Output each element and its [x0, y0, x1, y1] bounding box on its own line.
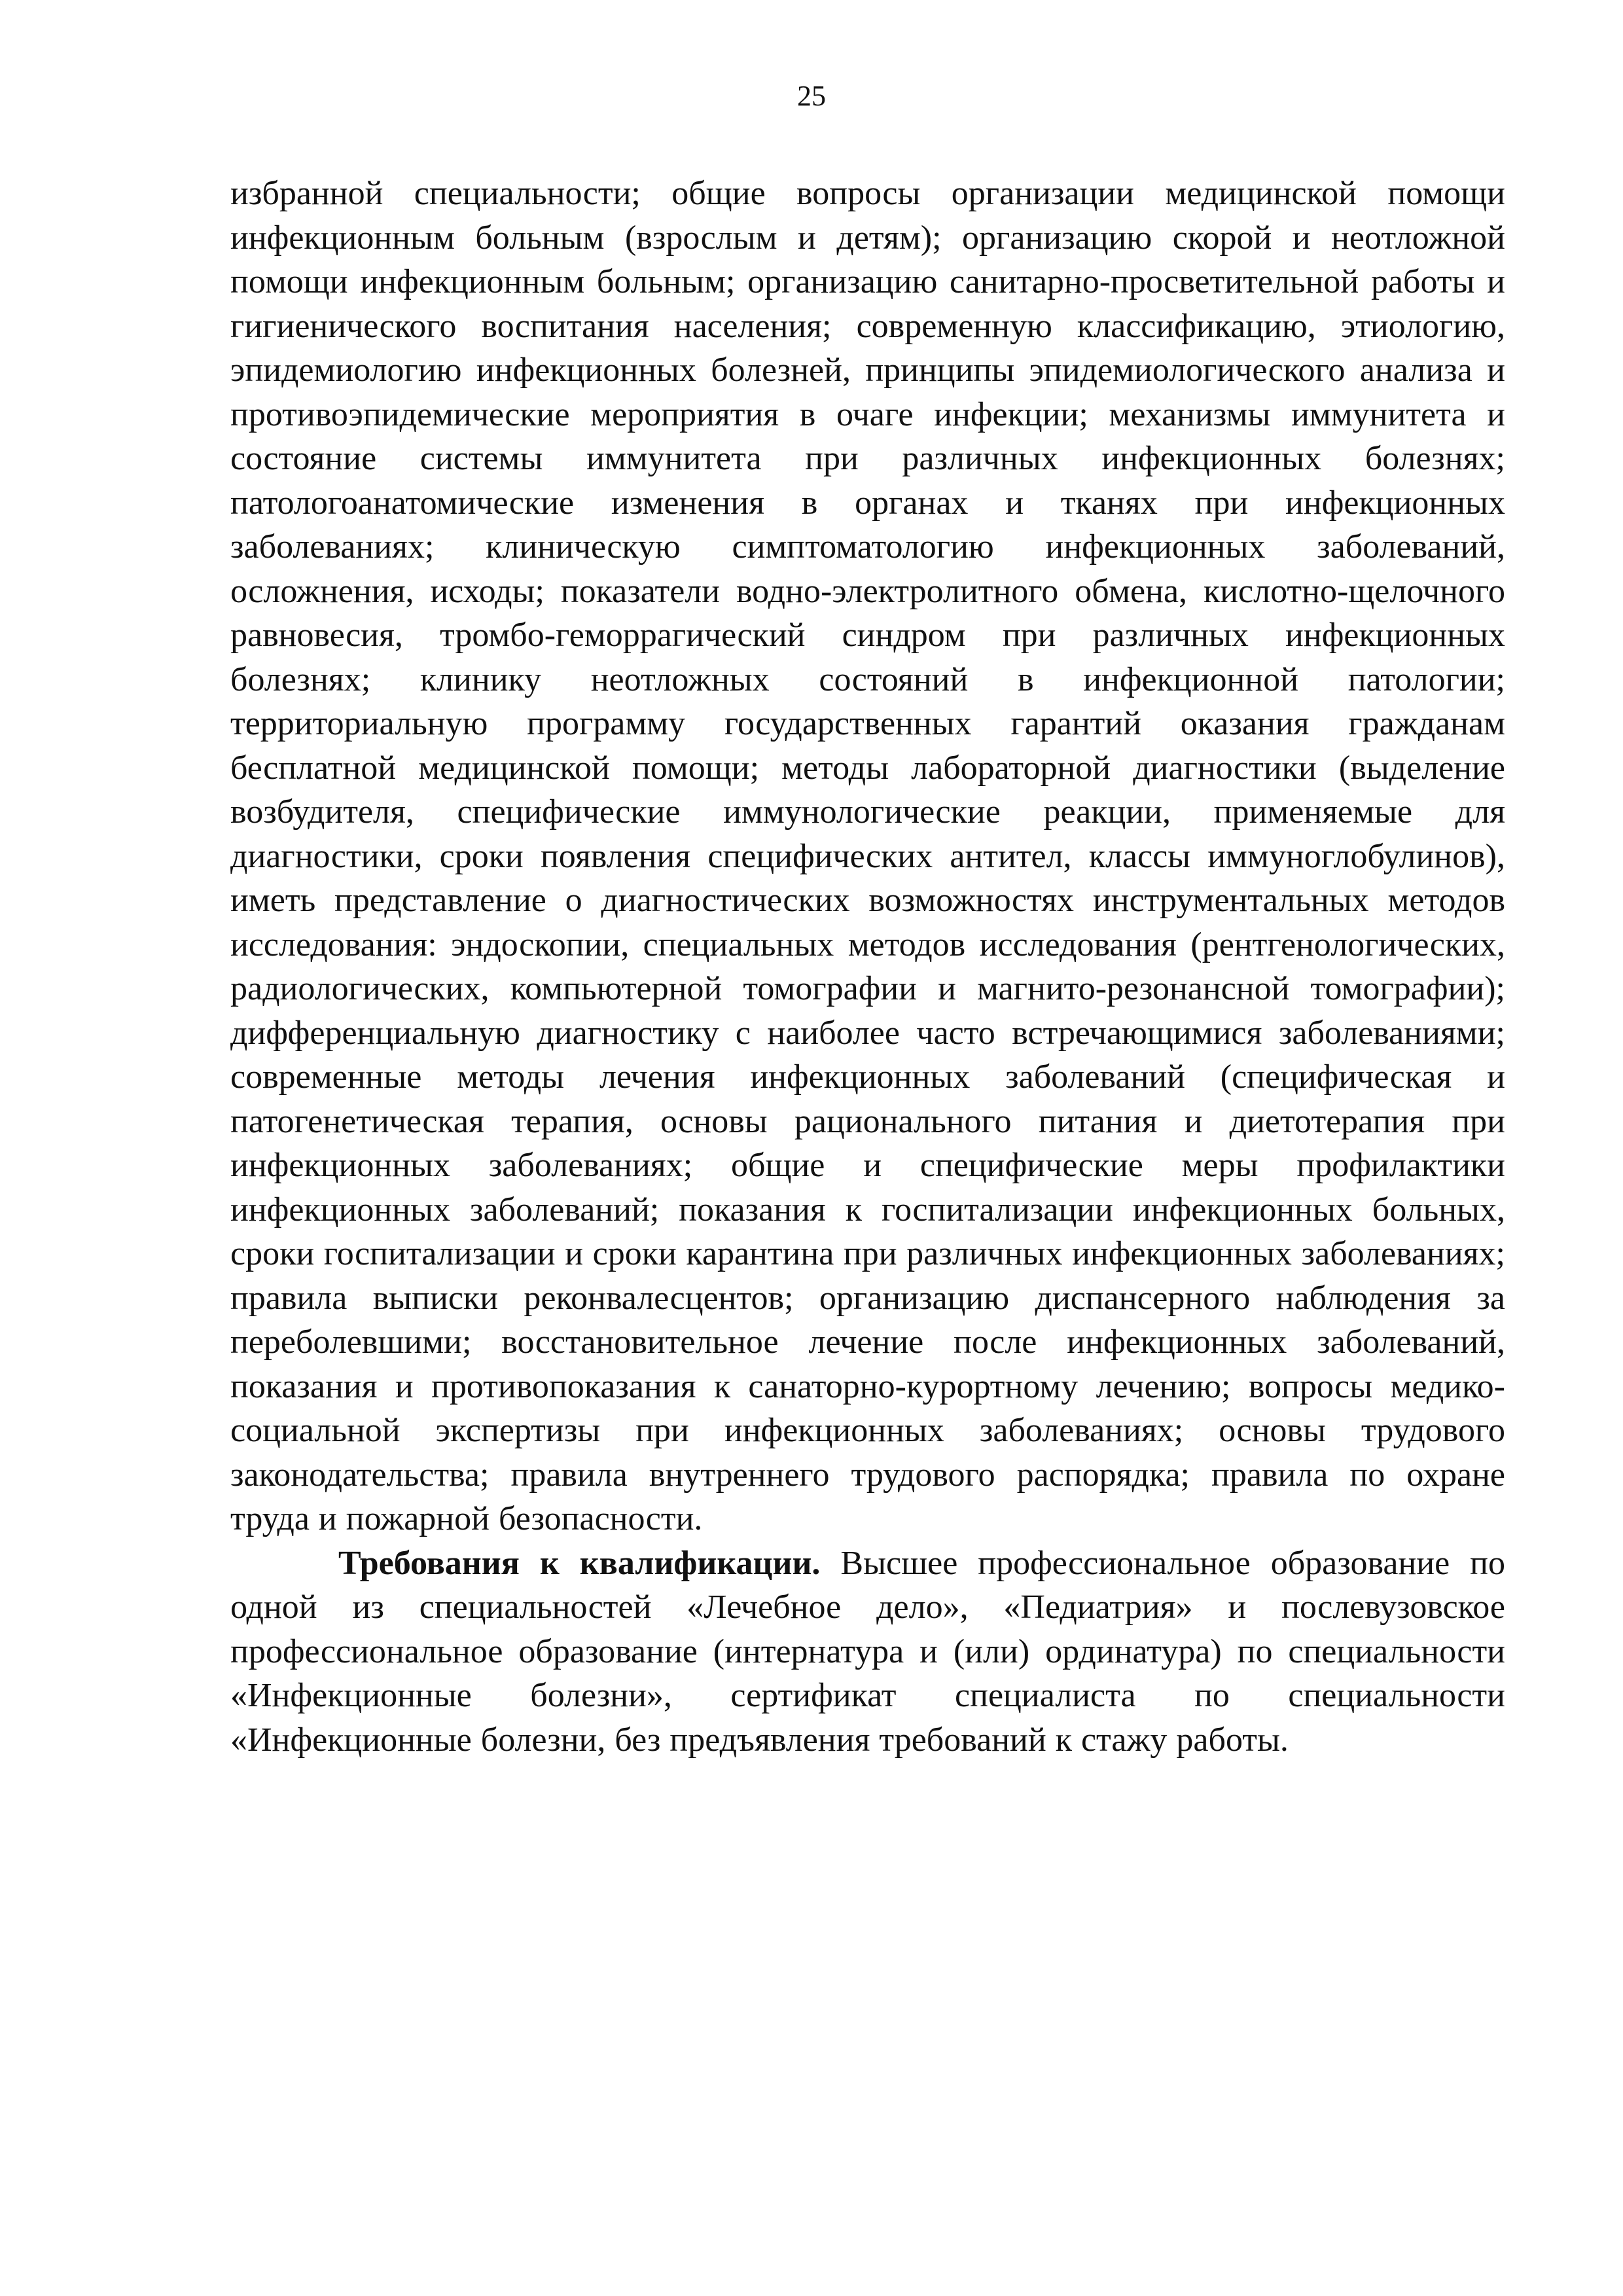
qualification-text: Высшее профессиональное образование по одной из специальностей «Лечебное дело», «Педиатрия» и послевузовское профессиональное образование (интернатура и (или) ординатура) по специальности «Инфекционные болезни», сертификат специалиста по специальности «Инфекционные болезни, без предъявления требований к стажу работы. — [230, 1544, 1505, 1759]
qualification-heading: Требования к квалификации. — [338, 1544, 821, 1582]
document-body — [230, 171, 1505, 1762]
paragraph-qualification-requirements — [230, 1541, 1505, 1763]
page-number: 25 — [797, 80, 826, 112]
paragraph-knowledge-list: избранной специальности; общие вопросы организации медицинской помощи инфекционным больным (взрослым и детям); организацию скорой и неотложной помощи инфекционным больным; организацию санитарно-просветительной работы и гигиенического воспитания населения; современную классификацию, этиологию, эпидемиологию инфекционных болезней, принципы эпидемиологического анализа и противоэпидемические мероприятия в очаге инфекции; механизмы иммунитета и состояние системы иммунитета при различных инфекционных болезнях; патологоанатомические изменения в органах и тканях при инфекционных заболеваниях; клиническую симптоматологию инфекционных заболеваний, осложнения, исходы; показатели водно-электролитного обмена, кислотно-щелочного равновесия, тромбо-геморрагический синдром при различных инфекционных болезнях; клинику неотложных состояний в инфекционной патологии; территориальную программу государственных гарантий оказания гражданам бесплатной медицинской помощи; методы лабораторной диагностики (выделение возбудителя, специфические иммунологические реакции, применяемые для диагностики, сроки появления специфических антител, классы иммуноглобулинов), иметь представление о диагностических возможностях инструментальных методов исследования: эндоскопии, специальных методов исследования (рентгенологических, радиологических, компьютерной томографии и магнито-резонансной томографии); дифференциальную диагностику с наиболее часто встречающимися заболеваниями; современные методы лечения инфекционных заболеваний (специфическая и патогенетическая терапия, основы рационального питания и диетотерапия при инфекционных заболеваниях; общие и специфические меры профилактики инфекционных заболеваний; показания к госпитализации инфекционных больных, сроки госпитализации и сроки карантина при различных инфекционных заболеваниях; правила выписки реконвалесцентов; организацию диспансерного наблюдения за переболевшими; восстановительное лечение после инфекционных заболеваний, показания и противопоказания к санаторно-курортному лечению; вопросы медико-социальной экспертизы при инфекционных заболеваниях; основы трудового законодательства; правила внутреннего трудового распорядка; правила по охране труда и пожарной безопасности. — [230, 175, 1505, 1537]
